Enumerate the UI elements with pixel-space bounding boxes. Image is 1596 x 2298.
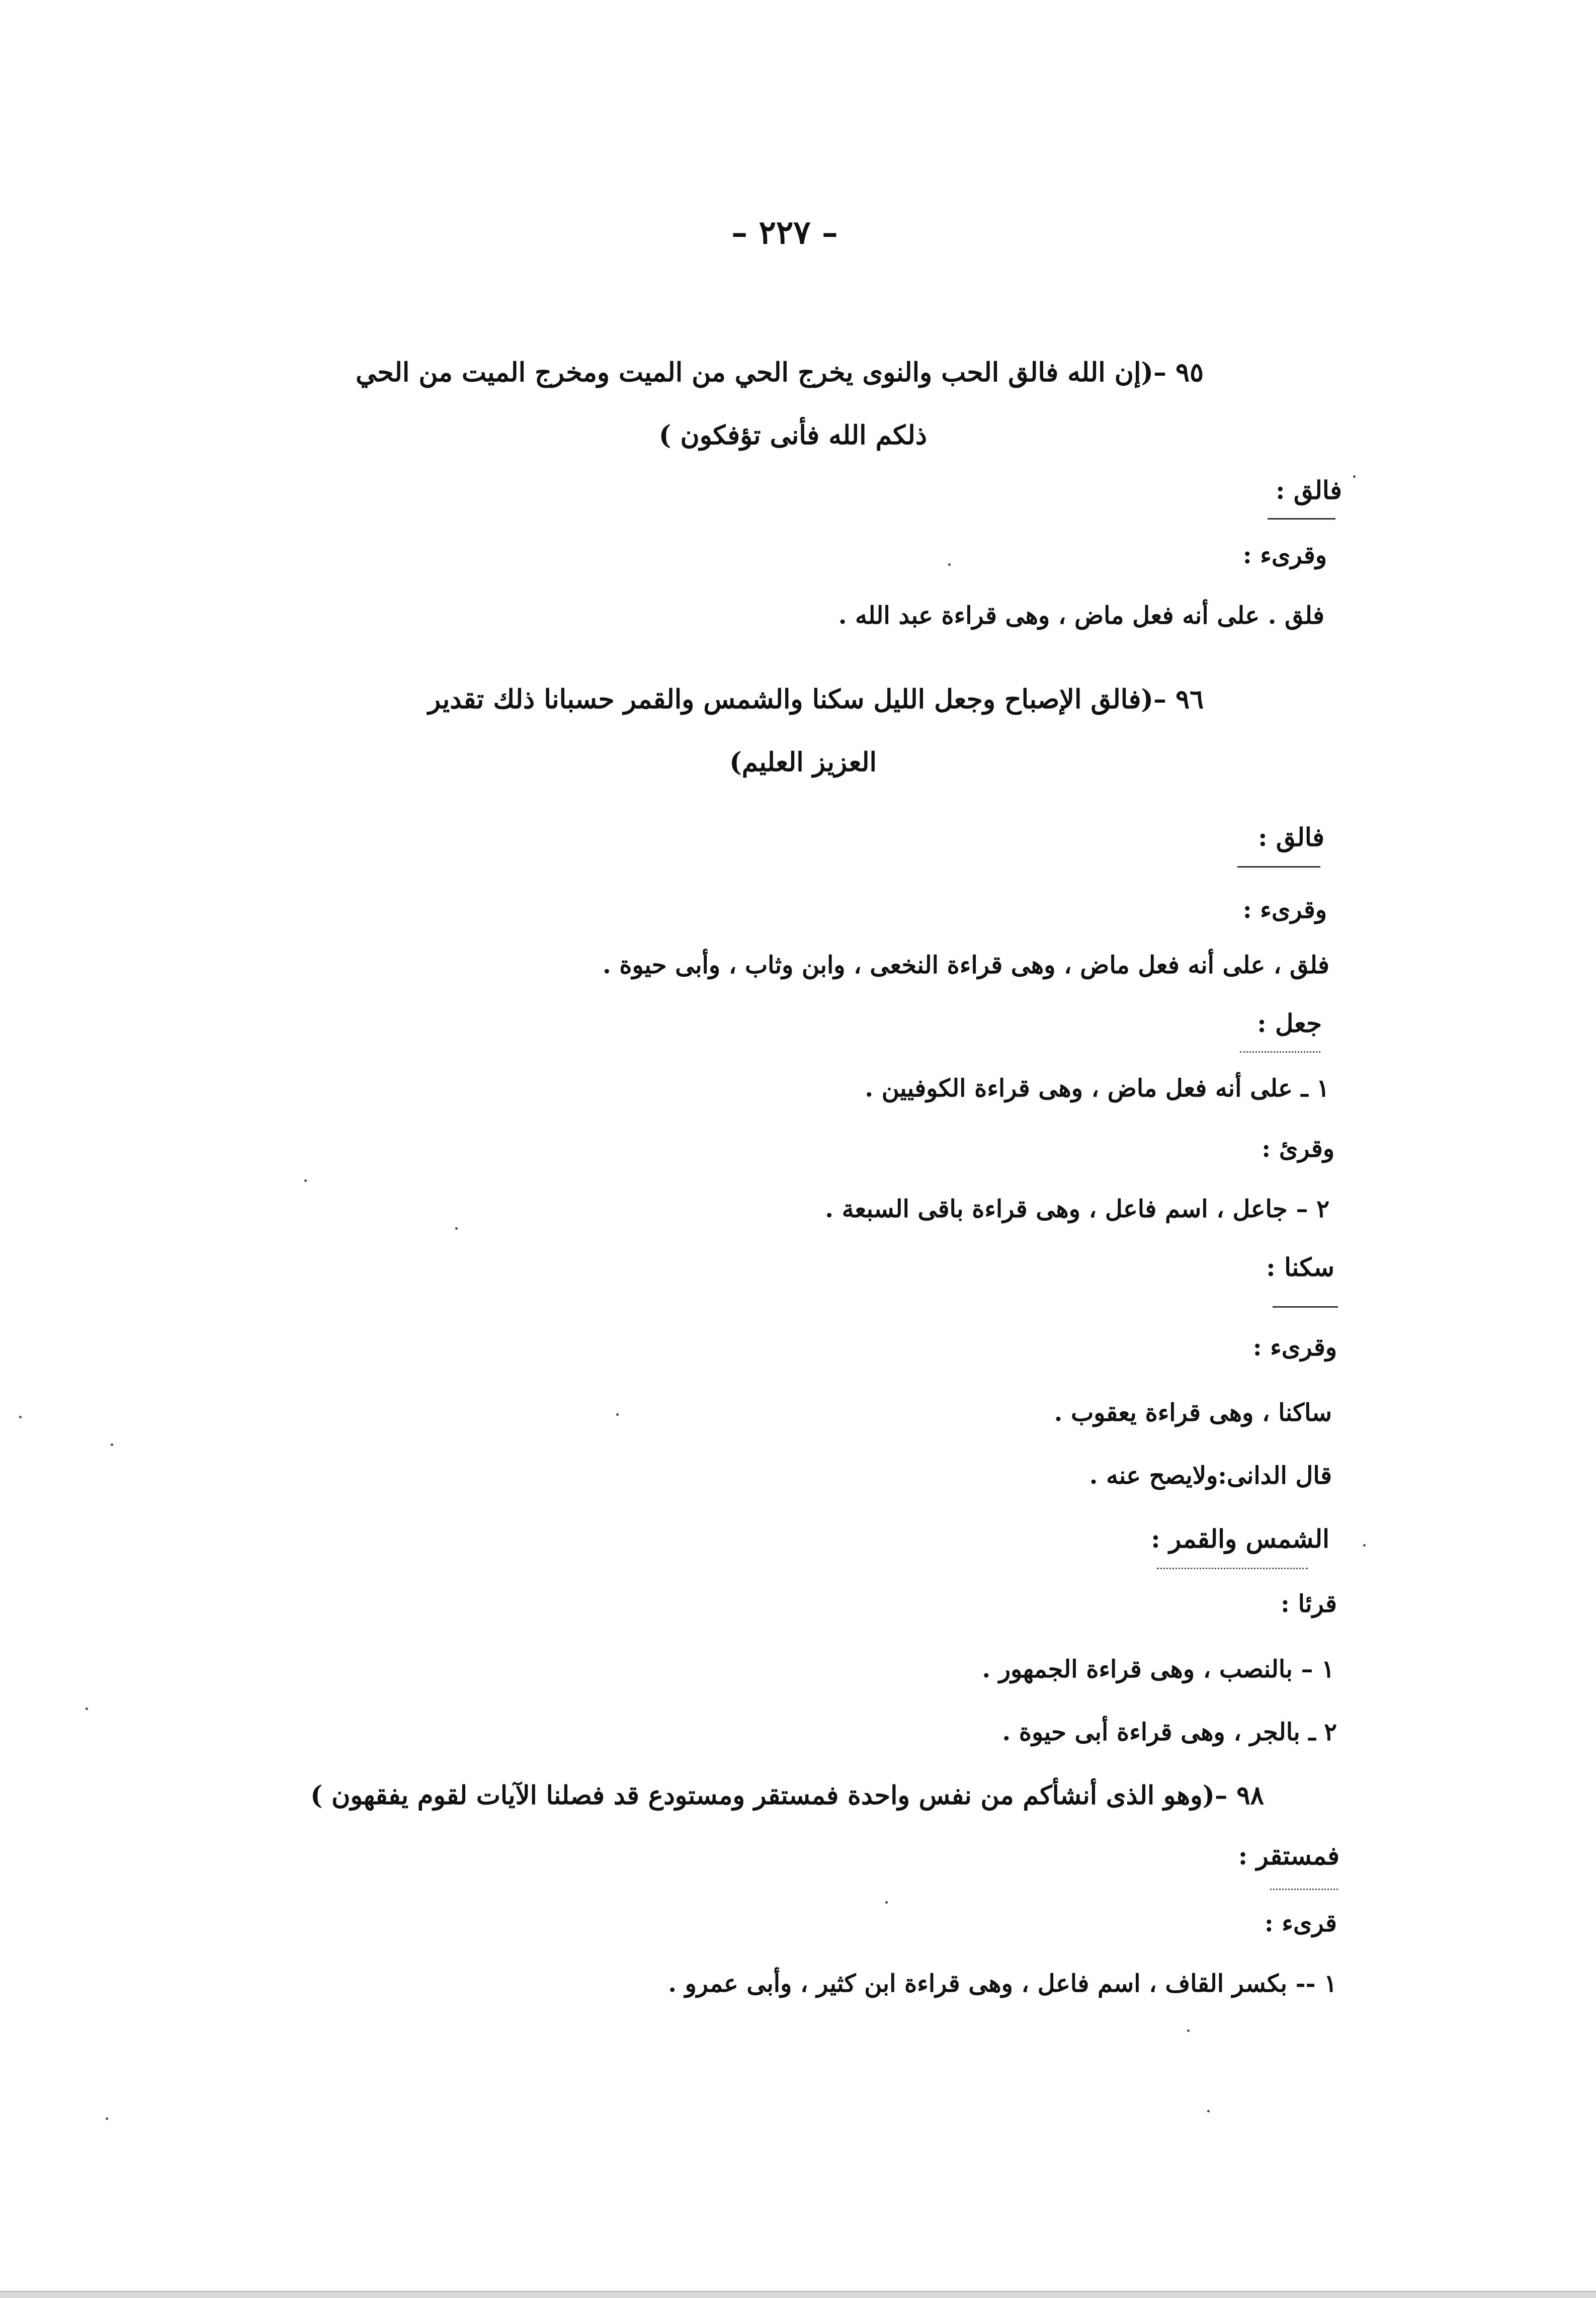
heading-underline: [1237, 866, 1320, 868]
reading-mustaqirr: ١ -- بكسر القاف ، اسم فاعل ، وهى قراءة ابن كثير ، وأبى عمرو .: [668, 1970, 1337, 1998]
label-qurie-4: وقرىء :: [1252, 1333, 1337, 1361]
heading-underline: [1268, 518, 1335, 520]
scan-speck: [1353, 475, 1356, 478]
heading-mustaqarr: فمستقر :: [1238, 1841, 1339, 1870]
scan-speck: [106, 2117, 108, 2120]
heading-underline: [1270, 1889, 1338, 1891]
scan-speck: [1363, 1544, 1366, 1547]
verse-96-line-1: ٩٦ –(فالق الإصباح وجعل الليل سكنا والشمس والقمر حسبانا ذلك تقدير: [428, 684, 1204, 715]
page-number: – ٢٢٧ –: [731, 214, 838, 251]
scan-speck: [948, 563, 951, 566]
heading-faliq-1: فالق :: [1276, 475, 1342, 505]
label-quria: قرئا :: [1281, 1590, 1337, 1618]
heading-faliq-2: فالق :: [1258, 822, 1324, 852]
heading-underline: [1273, 1306, 1338, 1308]
reading-sakinan: ساكنا ، وهى قراءة يعقوب .: [1054, 1399, 1332, 1427]
scan-speck: [885, 1901, 888, 1904]
note-dani: قال الدانى:ولايصح عنه .: [1089, 1462, 1332, 1490]
label-qurie-1: وقرىء :: [1242, 541, 1327, 569]
scan-speck: [455, 1227, 458, 1230]
label-qurie-2: وقرىء :: [1242, 896, 1327, 924]
reading-falaq-1: فلق . على أنه فعل ماض ، وهى قراءة عبد الله .: [838, 602, 1324, 630]
label-qurie-5: قرىء :: [1265, 1909, 1337, 1937]
heading-underline: [1157, 1568, 1308, 1570]
label-qurie-3: وقرئ :: [1262, 1135, 1334, 1163]
scan-speck: [111, 1443, 113, 1446]
scan-speck: [86, 1708, 88, 1710]
scan-speck: [304, 1179, 307, 1182]
reading-jaala-1: ١ ـ على أنه فعل ماض ، وهى قراءة الكوفيين .: [865, 1074, 1329, 1102]
scan-speck: [19, 1416, 22, 1418]
heading-jaala: جعل :: [1257, 1008, 1322, 1038]
verse-98-line-1: ٩٨ –(وهو الذى أنشأكم من نفس واحدة فمستقر ومستودع قد فصلنا الآيات لقوم يفقهون ): [310, 1780, 1264, 1811]
reading-nasb: ١ – بالنصب ، وهى قراءة الجمهور .: [982, 1655, 1334, 1683]
scan-speck: [1187, 2029, 1190, 2032]
verse-95-line-2: ذلكم الله فأنى تؤفكون ): [658, 420, 927, 451]
verse-96-line-2: العزيز العليم): [729, 747, 877, 778]
reading-jaala-2: ٢ – جاعل ، اسم فاعل ، وهى قراءة باقى السبعة .: [825, 1195, 1329, 1223]
scan-speck: [1207, 2110, 1210, 2112]
reading-jarr: ٢ ـ بالجر ، وهى قراءة أبى حيوة .: [1002, 1718, 1337, 1746]
scan-speck: [616, 1413, 619, 1416]
heading-sakanan: سكنا :: [1266, 1252, 1334, 1282]
heading-shams-qamar: الشمس والقمر :: [1151, 1524, 1329, 1554]
reading-falaq-2: فلق ، على أنه فعل ماض ، وهى قراءة النخعى ، وابن وثاب ، وأبى حيوة .: [602, 951, 1329, 979]
heading-underline: [1240, 1051, 1320, 1054]
verse-95-line-1: ٩٥ –(إن الله فالق الحب والنوى يخرج الحي من الميت ومخرج الميت من الحي: [356, 357, 1204, 388]
